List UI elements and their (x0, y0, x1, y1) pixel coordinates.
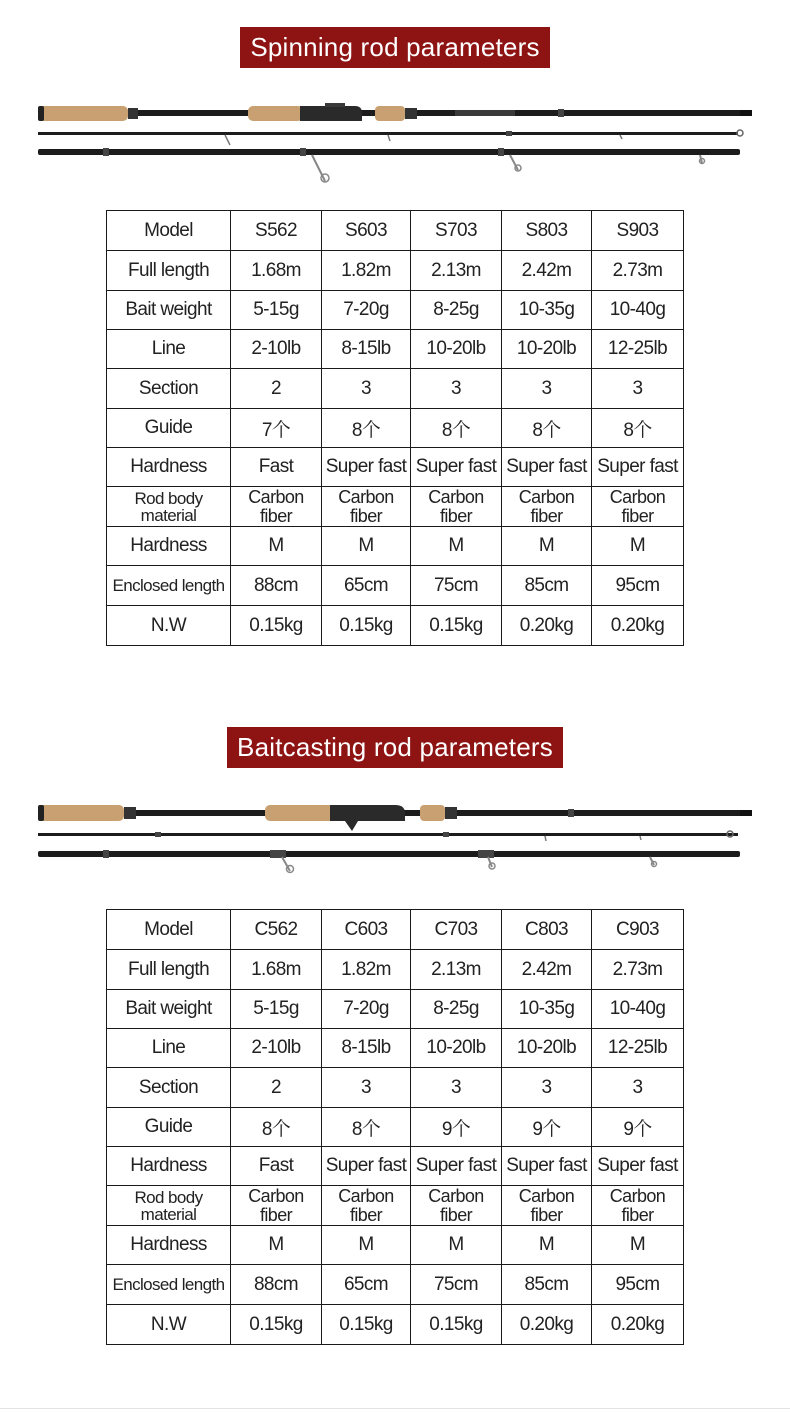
table-row (107, 369, 684, 409)
table-cell: Carbon fiber (231, 1186, 322, 1226)
baitcasting-rod-tip-section (38, 831, 738, 841)
table-row (107, 606, 684, 646)
row-label: Full length (107, 251, 231, 291)
table-row (107, 527, 684, 566)
table-cell: 3 (502, 1068, 592, 1108)
row-label: Hardness (107, 1147, 231, 1186)
table-cell: M (411, 527, 502, 566)
row-label: Guide (107, 1108, 231, 1147)
baitcasting-title: Baitcasting rod parameters (227, 727, 563, 768)
table-cell: 0.15kg (411, 606, 502, 646)
table-cell: 12-25lb (592, 330, 684, 369)
table-cell: S803 (502, 211, 592, 251)
table-row (107, 950, 684, 990)
table-cell: M (592, 1226, 684, 1265)
table-row (107, 1226, 684, 1265)
table-cell: 3 (502, 369, 592, 409)
table-cell: S562 (231, 211, 322, 251)
row-label: Rod body material (107, 1186, 231, 1226)
table-cell: Carbon fiber (411, 1186, 502, 1226)
table-cell: 5-15g (231, 990, 322, 1029)
table-row (107, 487, 684, 527)
table-cell: 7-20g (322, 291, 411, 330)
table-cell: 7-20g (322, 990, 411, 1029)
table-cell: C803 (502, 910, 592, 950)
table-row (107, 448, 684, 487)
table-row (107, 990, 684, 1029)
spinning-rod-mid-section (38, 148, 740, 182)
table-cell: 1.82m (322, 251, 411, 291)
table-cell: Carbon fiber (322, 487, 411, 527)
spinning-rod-butt-section (38, 103, 752, 121)
table-cell: M (322, 527, 411, 566)
table-cell: M (592, 527, 684, 566)
spinning-title: Spinning rod parameters (240, 27, 549, 68)
table-cell: 1.68m (231, 950, 322, 990)
table-cell: M (231, 1226, 322, 1265)
table-cell: S603 (322, 211, 411, 251)
row-label: Rod body material (107, 487, 231, 527)
table-cell: 2.13m (411, 950, 502, 990)
row-label: Enclosed length (107, 566, 231, 606)
table-cell: 8个 (231, 1108, 322, 1147)
table-cell: 3 (322, 1068, 411, 1108)
table-cell: 65cm (322, 1265, 411, 1305)
baitcasting-rod-butt-section (38, 805, 752, 831)
table-cell: 88cm (231, 1265, 322, 1305)
table-cell: 10-20lb (502, 1029, 592, 1068)
table-cell: Super fast (502, 448, 592, 487)
row-label: Section (107, 369, 231, 409)
row-label: Bait weight (107, 990, 231, 1029)
table-row (107, 1265, 684, 1305)
table-cell: C903 (592, 910, 684, 950)
table-cell: 0.20kg (502, 1305, 592, 1345)
table-row (107, 291, 684, 330)
table-row (107, 566, 684, 606)
table-cell: 10-20lb (502, 330, 592, 369)
spinning-title-wrap (0, 27, 790, 68)
table-cell: 0.15kg (411, 1305, 502, 1345)
table-cell: Carbon fiber (592, 1186, 684, 1226)
table-cell: M (411, 1226, 502, 1265)
table-cell: 7个 (231, 409, 322, 448)
table-row (107, 1068, 684, 1108)
table-cell: 2 (231, 1068, 322, 1108)
table-cell: Super fast (592, 448, 684, 487)
table-cell: 95cm (592, 566, 684, 606)
table-cell: Super fast (411, 448, 502, 487)
table-row (107, 409, 684, 448)
table-cell: 2.13m (411, 251, 502, 291)
table-cell: 3 (411, 1068, 502, 1108)
table-cell: 3 (592, 1068, 684, 1108)
table-cell: M (502, 527, 592, 566)
bottom-divider (0, 1408, 790, 1409)
table-cell: 10-40g (592, 990, 684, 1029)
table-cell: 2-10lb (231, 330, 322, 369)
table-cell: 8个 (411, 409, 502, 448)
table-cell: 75cm (411, 1265, 502, 1305)
row-label: Line (107, 1029, 231, 1068)
table-cell: 0.20kg (502, 606, 592, 646)
table-cell: 3 (411, 369, 502, 409)
table-cell: 2.73m (592, 950, 684, 990)
table-cell: 5-15g (231, 291, 322, 330)
table-cell: S903 (592, 211, 684, 251)
table-cell: C703 (411, 910, 502, 950)
table-cell: 85cm (502, 566, 592, 606)
spinning-rod-tip-section (38, 130, 743, 145)
baitcasting-rod-mid-section (38, 850, 740, 873)
table-cell: 9个 (411, 1108, 502, 1147)
row-label: Hardness (107, 527, 231, 566)
table-cell: 10-40g (592, 291, 684, 330)
table-cell: Super fast (502, 1147, 592, 1186)
table-cell: Carbon fiber (411, 487, 502, 527)
table-cell: 85cm (502, 1265, 592, 1305)
row-label: Full length (107, 950, 231, 990)
table-cell: Super fast (411, 1147, 502, 1186)
table-cell: Carbon fiber (592, 487, 684, 527)
table-cell: C603 (322, 910, 411, 950)
table-cell: 0.20kg (592, 606, 684, 646)
row-label: Enclosed length (107, 1265, 231, 1305)
table-cell: 10-35g (502, 990, 592, 1029)
table-cell: 8个 (322, 409, 411, 448)
table-cell: Fast (231, 448, 322, 487)
table-cell: 10-20lb (411, 1029, 502, 1068)
table-cell: 2.73m (592, 251, 684, 291)
row-label: N.W (107, 606, 231, 646)
table-cell: Super fast (592, 1147, 684, 1186)
table-cell: Carbon fiber (231, 487, 322, 527)
row-label: N.W (107, 1305, 231, 1345)
table-cell: 65cm (322, 566, 411, 606)
table-cell: M (502, 1226, 592, 1265)
table-row (107, 211, 684, 251)
table-cell: 2.42m (502, 950, 592, 990)
table-cell: 3 (592, 369, 684, 409)
table-cell: 3 (322, 369, 411, 409)
table-cell: 9个 (592, 1108, 684, 1147)
table-cell: 1.68m (231, 251, 322, 291)
table-cell: 2-10lb (231, 1029, 322, 1068)
table-cell: Carbon fiber (502, 1186, 592, 1226)
table-row (107, 1029, 684, 1068)
table-cell: 1.82m (322, 950, 411, 990)
table-cell: 0.20kg (592, 1305, 684, 1345)
table-cell: Carbon fiber (322, 1186, 411, 1226)
baitcasting-title-wrap (0, 727, 790, 768)
table-row (107, 1186, 684, 1226)
table-cell: 0.15kg (231, 606, 322, 646)
table-cell: 10-20lb (411, 330, 502, 369)
row-label: Bait weight (107, 291, 231, 330)
row-label: Hardness (107, 1226, 231, 1265)
row-label: Guide (107, 409, 231, 448)
table-row (107, 330, 684, 369)
table-row (107, 910, 684, 950)
baitcasting-rod-image (0, 795, 790, 885)
table-cell: 8-15lb (322, 330, 411, 369)
table-cell: M (322, 1226, 411, 1265)
row-label: Model (107, 910, 231, 950)
table-cell: 75cm (411, 566, 502, 606)
table-cell: Super fast (322, 1147, 411, 1186)
spinning-spec-table (106, 210, 684, 646)
table-cell: 8-25g (411, 291, 502, 330)
table-row (107, 1147, 684, 1186)
table-cell: 12-25lb (592, 1029, 684, 1068)
row-label: Section (107, 1068, 231, 1108)
table-cell: 8个 (592, 409, 684, 448)
table-cell: C562 (231, 910, 322, 950)
table-cell: Carbon fiber (502, 487, 592, 527)
table-cell: 9个 (502, 1108, 592, 1147)
table-row (107, 251, 684, 291)
table-cell: 95cm (592, 1265, 684, 1305)
table-row (107, 1305, 684, 1345)
table-cell: 2 (231, 369, 322, 409)
table-cell: 8个 (322, 1108, 411, 1147)
table-cell: 0.15kg (322, 1305, 411, 1345)
row-label: Model (107, 211, 231, 251)
table-cell: 88cm (231, 566, 322, 606)
row-label: Line (107, 330, 231, 369)
table-cell: 10-35g (502, 291, 592, 330)
table-cell: Super fast (322, 448, 411, 487)
table-cell: Fast (231, 1147, 322, 1186)
table-cell: S703 (411, 211, 502, 251)
spinning-rod-image (0, 98, 790, 188)
baitcasting-spec-table (106, 909, 684, 1345)
table-cell: M (231, 527, 322, 566)
table-cell: 8-25g (411, 990, 502, 1029)
table-row (107, 1108, 684, 1147)
row-label: Hardness (107, 448, 231, 487)
table-cell: 0.15kg (231, 1305, 322, 1345)
table-cell: 2.42m (502, 251, 592, 291)
table-cell: 0.15kg (322, 606, 411, 646)
table-cell: 8个 (502, 409, 592, 448)
table-cell: 8-15lb (322, 1029, 411, 1068)
